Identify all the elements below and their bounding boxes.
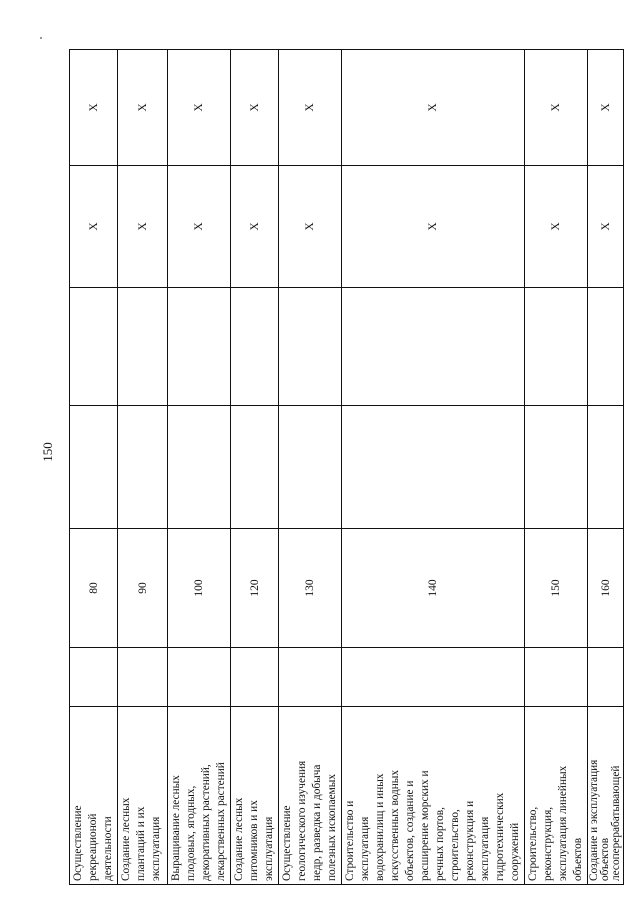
empty-cell — [231, 406, 279, 529]
empty-cell — [118, 648, 168, 707]
scan-speck — [40, 37, 42, 39]
empty-cell — [168, 288, 231, 406]
mark-cell: X — [231, 50, 279, 166]
mark-cell: X — [279, 50, 342, 166]
empty-cell — [231, 288, 279, 406]
empty-cell — [588, 288, 624, 406]
mark-cell: X — [588, 166, 624, 288]
empty-cell — [525, 288, 588, 406]
empty-cell — [70, 406, 118, 529]
activity-name-cell: Осуществление геологического изучения недр, разведка и добыча полезных ископаемых — [279, 707, 342, 885]
code-cell: 130 — [279, 529, 342, 648]
empty-cell — [342, 406, 525, 529]
code-cell: 150 — [525, 529, 588, 648]
mark-cell: X — [118, 50, 168, 166]
empty-cell — [118, 288, 168, 406]
activity-name-cell: Строительство и эксплуатация водохранилищ и иных искусственных водных объектов, создание и расширение морских и речных портов, строительство, реконструкция и эксплуатация гидротехнических сооружений — [342, 707, 525, 885]
empty-cell — [342, 288, 525, 406]
code-cell: 140 — [342, 529, 525, 648]
empty-cell — [231, 648, 279, 707]
table-row — [70, 50, 118, 885]
page-number: 150 — [40, 442, 55, 462]
mark-cell: X — [525, 50, 588, 166]
mark-cell: X — [525, 166, 588, 288]
activity-name-cell: Создание и эксплуатация объектов лесоперерабатывающей — [588, 707, 624, 885]
rotated-table-container — [69, 50, 622, 885]
code-cell: 120 — [231, 529, 279, 648]
empty-cell — [168, 648, 231, 707]
empty-cell — [70, 648, 118, 707]
mark-cell: X — [279, 166, 342, 288]
table-row — [525, 50, 588, 885]
empty-cell — [342, 648, 525, 707]
empty-cell — [525, 406, 588, 529]
mark-cell: X — [118, 166, 168, 288]
mark-cell: X — [342, 50, 525, 166]
mark-cell: X — [70, 50, 118, 166]
mark-cell: X — [342, 166, 525, 288]
empty-cell — [70, 288, 118, 406]
mark-cell: X — [231, 166, 279, 288]
activity-table — [69, 49, 624, 885]
code-cell: 100 — [168, 529, 231, 648]
empty-cell — [588, 406, 624, 529]
activity-name-cell: Выращивание лесных плодовых, ягодных, декоративных растений, лекарственных растений — [168, 707, 231, 885]
table-row — [231, 50, 279, 885]
mark-cell: X — [168, 50, 231, 166]
activity-name-cell: Осуществление рекреационой деятельности — [70, 707, 118, 885]
empty-cell — [588, 648, 624, 707]
mark-cell: X — [168, 166, 231, 288]
code-cell: 80 — [70, 529, 118, 648]
table-row — [588, 50, 624, 885]
table-row — [342, 50, 525, 885]
empty-cell — [168, 406, 231, 529]
code-cell: 160 — [588, 529, 624, 648]
empty-cell — [279, 406, 342, 529]
empty-cell — [279, 288, 342, 406]
table-row — [118, 50, 168, 885]
activity-name-cell: Создание лесных плантаций и их эксплуатация — [118, 707, 168, 885]
activity-name-cell: Строительство, реконструкция, эксплуатация линейных объектов — [525, 707, 588, 885]
mark-cell: X — [70, 166, 118, 288]
activity-name-cell: Создание лесных питомников и их эксплуатация — [231, 707, 279, 885]
code-cell: 90 — [118, 529, 168, 648]
table-row — [168, 50, 231, 885]
empty-cell — [525, 648, 588, 707]
empty-cell — [118, 406, 168, 529]
mark-cell: X — [588, 50, 624, 166]
empty-cell — [279, 648, 342, 707]
table-row — [279, 50, 342, 885]
